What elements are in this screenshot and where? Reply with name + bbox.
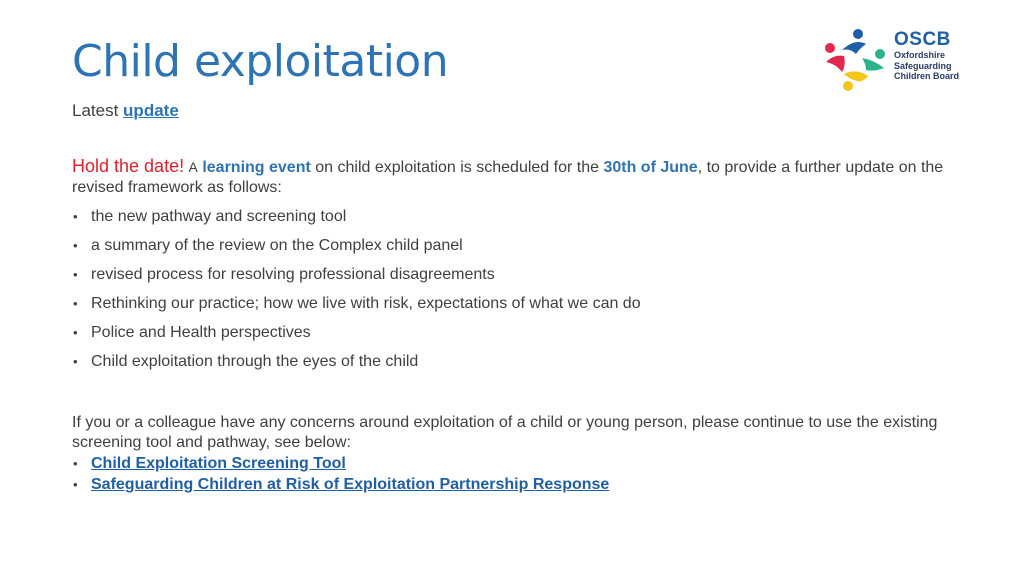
intro-section — [72, 156, 952, 381]
intro-text-2: , to provide a further update on the revised framework as follows: — [72, 159, 944, 196]
oscb-logo-mark-icon — [822, 28, 892, 94]
list-item — [72, 474, 972, 495]
concerns-text: If you or a colleague have any concerns around exploitation of a child or young person, please continue to use the existing screening tool and pathway, see below: — [72, 414, 938, 451]
intro-text-1: on child exploitation is scheduled for the — [315, 159, 599, 176]
list-item: • Child exploitation through the eyes of the child — [72, 352, 952, 381]
intro-a: A — [188, 159, 198, 175]
update-link[interactable]: update — [123, 101, 179, 120]
subtitle-prefix: Latest — [72, 101, 119, 120]
subtitle — [72, 101, 179, 121]
logo-line-2: Safeguarding — [894, 60, 952, 71]
list-item — [72, 453, 972, 474]
list-item: • revised process for resolving professional disagreements — [72, 265, 952, 294]
list-item: • the new pathway and screening tool — [72, 207, 952, 236]
intro-paragraph — [72, 156, 952, 198]
oscb-logo — [822, 28, 967, 94]
list-item: • a summary of the review on the Complex child panel — [72, 236, 952, 265]
page-title: Child exploitation — [72, 36, 449, 87]
list-item: • Police and Health perspectives — [72, 323, 952, 352]
list-item: • Rethinking our practice; how we live with risk, expectations of what we can do — [72, 294, 952, 323]
learning-event: learning event — [202, 159, 311, 176]
hold-the-date: Hold the date! — [72, 156, 185, 176]
logo-abbr: OSCB — [894, 29, 951, 50]
logo-line-3: Children Board — [894, 71, 960, 81]
logo-line-1: Oxfordshire — [894, 50, 946, 60]
agenda-list — [72, 207, 952, 381]
event-date: 30th of June — [603, 159, 698, 176]
resource-links — [72, 453, 972, 495]
concerns-section — [72, 413, 972, 495]
logo-text — [894, 30, 984, 82]
partnership-response-link[interactable]: Safeguarding Children at Risk of Exploitation Partnership Response — [91, 476, 610, 493]
screening-tool-link[interactable]: Child Exploitation Screening Tool — [91, 455, 346, 472]
